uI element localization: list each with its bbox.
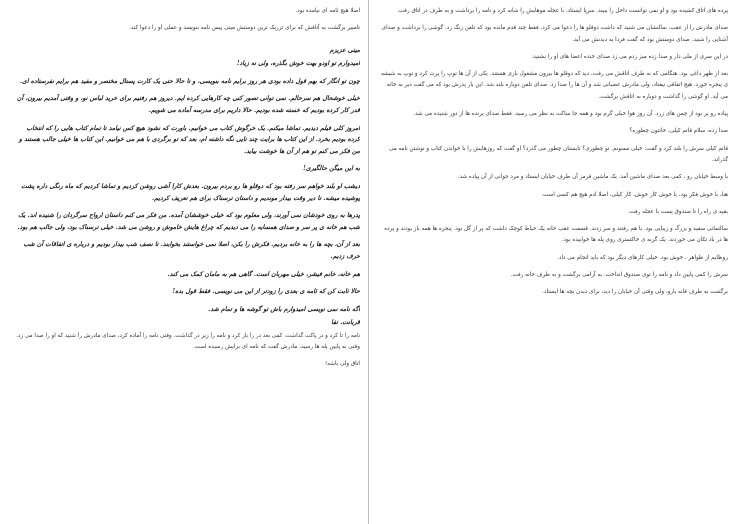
- left-page-paragraph: نامه را تا کرد و در پاکت گذاشت. کمی بعد در را باز کرد و نامه را زیر در گذاشت. وقتی نامه را آماده کرد، صدای مادرش را شنید که او را صدا می زد. وقتی به پایین پله ها رسید، مادرش گفت که نامه ای برایش رسیده است.: [16, 332, 360, 351]
- right-page-paragraph: پیاده رو پر بود از چمن های زرد. آن روز هوا خیلی گرم بود و همه جا ساکت به نظر می رسید. فقط صدای پرنده ها از دور شنیده می شد.: [413, 111, 728, 118]
- right-page-paragraph: قاتم کیلی سرش را بلند کرد و گفت: خیلی ممنونم. تو چطوری؟ تابستان چطور می گذرد؟ او گفت که روزهایش را با خواندن کتاب و نوشتن نامه می گذراند.: [389, 145, 728, 163]
- right-page-paragraph: سالتمانی سفید و بزرگ و زیبایی بود. با هم رفتند و سر زدند. قسمت عقب خانه یک حیاط کوچک داشت که پر از گل بود. پنجره ها همه باز بودند و پرده ها در باد تکان می خوردند. یک گربه ی خاکستری روی پله ها خوابیده بود.: [384, 226, 728, 244]
- right-page-paragraph: در این سری از ملی دار و صدا زده میز ردم می زد صدای خنده اعضا های او را نشنید.: [531, 53, 728, 60]
- right-page-paragraph: بعد از ظهر داغی بود. هنگامی که به طرف اتاقش می رفت، دید که دوقلو ها بیرون مشغول بازی هستند. یکی از آن ها توپ را پرت کرد و توپ به شیشه ی پنجره خورد. هیچ اتفاقی نیفتاد، ولی مادرش عصبانی شد و آن ها را صدا زد. صدای تلفن دوباره بلند شد. این بار پدرش بود که می گفت دیر به خانه می آید. او گوشی را گذاشت و دوباره به اتاقش برگشت.: [380, 71, 728, 100]
- left-page-paragraph: بعد از آن، بچه ها را به خانه بردیم. فکرش را بکن، اصلا نمی خواستند بخوابند. تا نصف شب بیدار بودیم و درباره ی اتفاقات آن شب حرف زدیم.: [23, 241, 360, 260]
- page-divider: [368, 0, 369, 524]
- left-page-paragraph: به این میگن حالگیری!: [303, 165, 360, 173]
- left-page-paragraph: اتاق ولی باشه!: [325, 361, 360, 368]
- left-page-paragraph: امروز کلی فیلم دیدیم. تماشا میکنم. یک خرگوش کتاب می خوانیم. باورت که نشود هیچ کس نیامد تا تمام کتاب هایی را که انتخاب کرده بودیم بخرد. از این کتاب ها برایت چند تایی نگه داشته ام، بعد که تو برگردی با هم می خوانیم. این کتاب ها خیلی جالب هستند و من فکر می کنم تو هم از آن ها خوشت بیاید.: [19, 124, 360, 155]
- right-page-paragraph: با وسط خیابان رو ، کمی بعد صدای ماشین آمد. یک ماشین قرمز آن طرف خیابان ایستاد و مرد جوانی از آن پیاده شد.: [457, 174, 728, 181]
- left-page-paragraph: تامبیر برگشت به آتاقش که برای تزریک ترین دوستش میتی پیس نامه بنویسد و عملی او را دعوا کند.: [129, 25, 360, 32]
- left-page-paragraph: اگه نامه نمی نویسی امیدوارم باش تو گوشه ها و تمام شد.: [208, 305, 360, 313]
- right-page-paragraph: روظایم از ظواهر ، خوش بود. خیلی کارهای دیگر بود که باید انجام می داد.: [557, 254, 728, 261]
- left-page-paragraph: هم خانه، خانم فیشر، خیلی مهربان است. گاهی هم به مامان کمک می کند.: [167, 270, 360, 278]
- left-page-paragraph: اصلا هیچ ئامه ای نیامده بود.: [295, 8, 360, 14]
- left-page-paragraph: پدرها به روی خودشان نمی آورند، ولی معلوم بود که خیلی خوششان آمده. من فکر می کنم داستان ارواح سرگردان را شنیده اند. یک شب هم خانه ی پر سر و صدای همسایه را می دیدیم که چراغ هایش خاموش و روشن می شد. خیلی ترسناک بود، ولی جالب هم بود.: [17, 212, 360, 231]
- right-page-paragraph: پرده های اتاق کشیده بود و او نمی توانست داخل را ببیند. سرپا ایستاد، با عجله موهایش را شانه کرد و نامه را برداشت و به طرف در اتاق رفت.: [397, 8, 728, 14]
- right-page-paragraph: صدا زده، سلام قاتم کیلی، خانتون چطوره؟: [629, 128, 728, 135]
- left-page-paragraph: قربانت. تفا: [331, 319, 360, 327]
- right-page-paragraph: برگشت به طرف قانه بارو، ولی وقتی آن خیابان را دید، برای دیدن بچه ها ایستاد.: [542, 289, 728, 296]
- left-page: [14, 4, 360, 520]
- right-page-paragraph: سرش را کمی پایین داد و نامه را توی صندوق انداخت. به آرامی برگشت و به طرف خانه رفت.: [510, 272, 728, 279]
- left-page-paragraph: میتی عزیزم: [329, 46, 360, 54]
- right-page-paragraph: صدای مادرش را از عقب، سالنشان می شنید که داشت دوقلو ها را دعوا می کرد. فقط چند قدم مانده بود که تلفن زنگ زد. گوشی را برداشت و صدای آشنایی را شنید. صدای دوستش بود که گفت فردا به دیدنش می آید.: [381, 25, 728, 43]
- left-page-paragraph: دیشب او بلند خواهم سر رفته بود که دوقلو ها رو بردم بیرون. بعدش کارا آشی روشن کردیم و تماشا کردیم که ماه رنگی داره پشت پوشیده میشه. تا دیر وقت بیدار موندیم و داستان ترسناک برای هم تعریف کردیم.: [21, 182, 360, 202]
- right-page-paragraph: بقیه ی راه را تا صندوق پست با عجله رفت.: [627, 208, 728, 215]
- left-page-paragraph: حالا ثابت کن که ئامه ی بعدی را زودتر از این می نویسی. فقط قول بده!: [172, 288, 360, 296]
- left-page-paragraph: چون تو انگار که بهم قول داده بودی هر روز برایم نامه بنویسی، و تا حالا حتی یک کارت پستال مختصر و مفید هم برایم نفرستاده ای.: [19, 77, 360, 85]
- left-page-paragraph: امیدوارم تو اودو بهت خوش بگذره، ولی نه زیاد!: [236, 60, 360, 68]
- right-page-paragraph: هنا، با خوش فکر بود، با خوش کار خوش، کار کیلی، اصلا ادم هیچ هم کسی است.: [541, 191, 728, 198]
- right-page: [380, 4, 728, 520]
- left-page-paragraph: خیلی خوشحال هم سرحالم. نمی توانی تصور کنی چه کارهایی کرده ایم. دیروز هم رفتیم برای خرید لباس نو، و وقتی آمدیم بیرون، آن قدر کار کرده بودیم که خسته شده بودیم. حالا داریم برای مدرسه آماده می شویم.: [16, 95, 360, 114]
